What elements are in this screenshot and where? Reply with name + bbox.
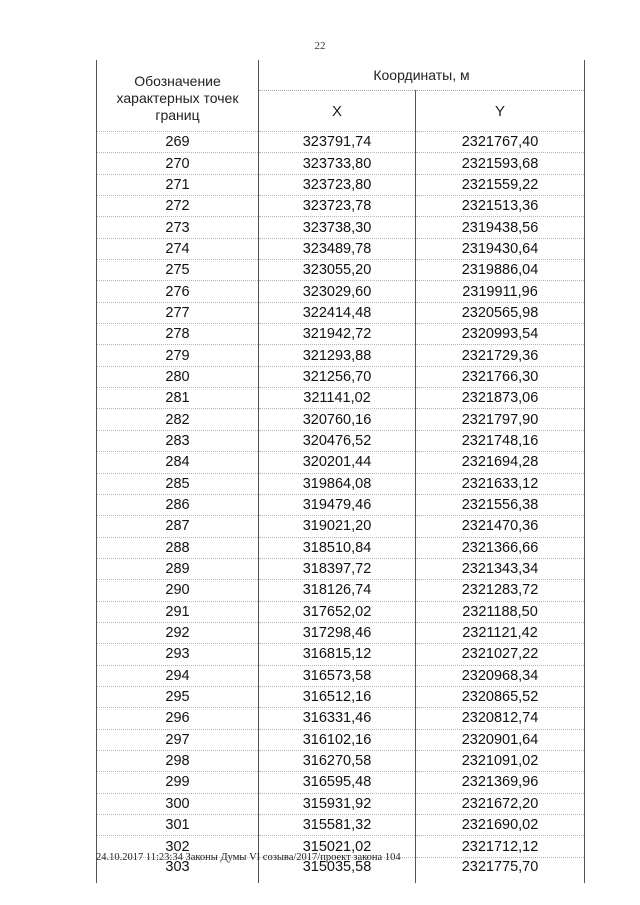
point-cell: 274 [97,238,259,259]
point-cell: 298 [97,750,259,771]
x-cell: 318126,74 [259,580,416,601]
table-row [97,815,585,836]
y-cell: 2320565,98 [416,302,585,323]
point-cell: 271 [97,174,259,195]
table-row [97,430,585,451]
point-cell: 269 [97,132,259,153]
table-row [97,793,585,814]
x-cell: 323738,30 [259,217,416,238]
x-cell: 321293,88 [259,345,416,366]
y-cell: 2321513,36 [416,196,585,217]
y-cell: 2319438,56 [416,217,585,238]
x-cell: 316595,48 [259,772,416,793]
table-row [97,174,585,195]
table-row [97,665,585,686]
y-cell: 2320968,34 [416,665,585,686]
y-cell: 2321775,70 [416,857,585,883]
y-cell: 2320865,52 [416,686,585,707]
page-number: 22 [314,40,326,52]
table-row [97,196,585,217]
y-cell: 2321369,96 [416,772,585,793]
x-cell: 323723,80 [259,174,416,195]
y-cell: 2321366,66 [416,537,585,558]
coordinates-table [96,60,585,883]
y-cell: 2321748,16 [416,430,585,451]
x-cell: 323733,80 [259,153,416,174]
header-coordinates: Координаты, м [259,60,585,91]
table-row [97,708,585,729]
x-cell: 316512,16 [259,686,416,707]
point-cell: 278 [97,324,259,345]
table-row [97,302,585,323]
x-cell: 315021,02 [259,836,416,857]
x-cell: 318510,84 [259,537,416,558]
y-cell: 2321633,12 [416,473,585,494]
header-y: Y [416,91,585,132]
y-cell: 2321283,72 [416,580,585,601]
point-cell: 289 [97,558,259,579]
y-cell: 2321797,90 [416,409,585,430]
y-cell: 2319911,96 [416,281,585,302]
y-cell: 2321593,68 [416,153,585,174]
y-cell: 2321766,30 [416,366,585,387]
header-x: X [259,91,416,132]
x-cell: 320201,44 [259,452,416,473]
table-row [97,281,585,302]
y-cell: 2321091,02 [416,750,585,771]
y-cell: 2321712,12 [416,836,585,857]
y-cell: 2320993,54 [416,324,585,345]
point-cell: 284 [97,452,259,473]
x-cell: 316331,46 [259,708,416,729]
y-cell: 2321690,02 [416,815,585,836]
table-row [97,729,585,750]
x-cell: 315035,58 [259,857,416,883]
table-row [97,644,585,665]
point-cell: 287 [97,516,259,537]
point-cell: 277 [97,302,259,323]
y-cell: 2321694,28 [416,452,585,473]
y-cell: 2319886,04 [416,260,585,281]
table-row [97,686,585,707]
point-cell: 272 [97,196,259,217]
y-cell: 2321188,50 [416,601,585,622]
y-cell: 2321343,34 [416,558,585,579]
table-row [97,516,585,537]
point-cell: 295 [97,686,259,707]
table-row [97,558,585,579]
x-cell: 321141,02 [259,388,416,409]
table-row [97,324,585,345]
point-cell: 293 [97,644,259,665]
x-cell: 320760,16 [259,409,416,430]
point-cell: 270 [97,153,259,174]
point-cell: 282 [97,409,259,430]
x-cell: 318397,72 [259,558,416,579]
table-row [97,622,585,643]
x-cell: 320476,52 [259,430,416,451]
header-point-designation: Обозначение характерных точек границ [97,60,259,132]
point-cell: 280 [97,366,259,387]
point-cell: 297 [97,729,259,750]
table-row [97,772,585,793]
x-cell: 316102,16 [259,729,416,750]
table-row [97,580,585,601]
point-cell: 276 [97,281,259,302]
x-cell: 317652,02 [259,601,416,622]
y-cell: 2321767,40 [416,132,585,153]
table-row [97,452,585,473]
x-cell: 323055,20 [259,260,416,281]
point-cell: 294 [97,665,259,686]
table-body [97,132,585,883]
point-cell: 292 [97,622,259,643]
x-cell: 316270,58 [259,750,416,771]
table-row [97,537,585,558]
y-cell: 2321121,42 [416,622,585,643]
footer-stamp: 24.10.2017 11:23:34 Законы Думы VI созыва/2017/проект закона 104 [96,852,401,863]
table-row [97,132,585,153]
x-cell: 315581,32 [259,815,416,836]
point-cell: 301 [97,815,259,836]
y-cell: 2321729,36 [416,345,585,366]
x-cell: 317298,46 [259,622,416,643]
y-cell: 2321559,22 [416,174,585,195]
point-cell: 286 [97,494,259,515]
point-cell: 281 [97,388,259,409]
table-row [97,217,585,238]
y-cell: 2321556,38 [416,494,585,515]
y-cell: 2319430,64 [416,238,585,259]
x-cell: 323723,78 [259,196,416,217]
table-row [97,366,585,387]
point-cell: 300 [97,793,259,814]
x-cell: 322414,48 [259,302,416,323]
table-row [97,388,585,409]
x-cell: 315931,92 [259,793,416,814]
x-cell: 316815,12 [259,644,416,665]
y-cell: 2321470,36 [416,516,585,537]
y-cell: 2321027,22 [416,644,585,665]
point-cell: 296 [97,708,259,729]
y-cell: 2321873,06 [416,388,585,409]
table-row [97,238,585,259]
point-cell: 302 [97,836,259,857]
x-cell: 323489,78 [259,238,416,259]
x-cell: 319479,46 [259,494,416,515]
x-cell: 321256,70 [259,366,416,387]
table-row [97,409,585,430]
table-row [97,153,585,174]
x-cell: 319864,08 [259,473,416,494]
x-cell: 323029,60 [259,281,416,302]
x-cell: 319021,20 [259,516,416,537]
table-row [97,494,585,515]
point-cell: 275 [97,260,259,281]
x-cell: 316573,58 [259,665,416,686]
point-cell: 273 [97,217,259,238]
table-row [97,601,585,622]
point-cell: 291 [97,601,259,622]
point-cell: 279 [97,345,259,366]
y-cell: 2320901,64 [416,729,585,750]
point-cell: 299 [97,772,259,793]
point-cell: 288 [97,537,259,558]
point-cell: 290 [97,580,259,601]
y-cell: 2320812,74 [416,708,585,729]
table-row [97,473,585,494]
point-cell: 285 [97,473,259,494]
point-cell: 283 [97,430,259,451]
x-cell: 321942,72 [259,324,416,345]
x-cell: 323791,74 [259,132,416,153]
table-row [97,750,585,771]
table-row [97,260,585,281]
table-row [97,345,585,366]
y-cell: 2321672,20 [416,793,585,814]
point-cell: 303 [97,857,259,883]
